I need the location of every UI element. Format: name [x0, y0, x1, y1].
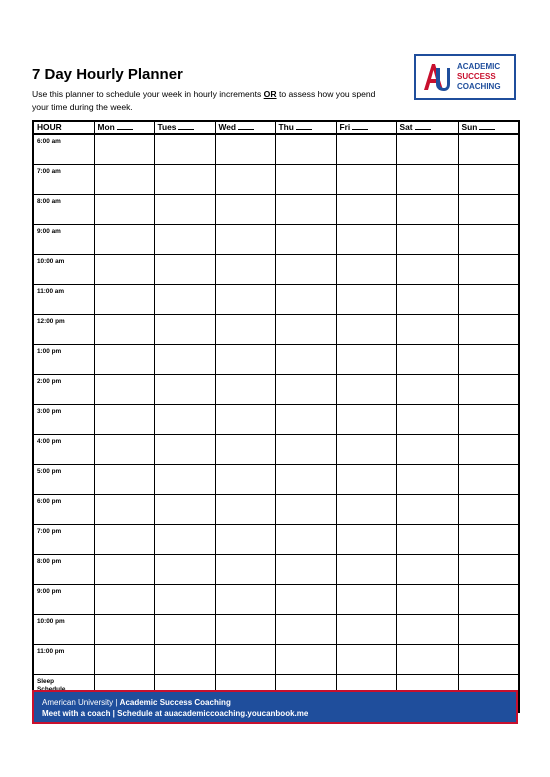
planner-cell[interactable]	[94, 345, 154, 375]
date-blank	[479, 122, 495, 130]
planner-cell[interactable]	[396, 255, 458, 285]
table-row	[33, 225, 519, 255]
planner-cell[interactable]	[336, 435, 396, 465]
planner-cell[interactable]	[215, 525, 275, 555]
footer-org: American University	[42, 698, 114, 707]
planner-cell[interactable]	[215, 465, 275, 495]
table-row	[33, 645, 519, 675]
table-row	[33, 134, 519, 165]
planner-cell[interactable]	[275, 134, 336, 165]
hour-label: 12:00 pm	[33, 315, 94, 345]
planner-cell[interactable]	[396, 375, 458, 405]
planner-cell[interactable]	[336, 195, 396, 225]
planner-cell[interactable]	[154, 585, 215, 615]
planner-cell[interactable]	[396, 195, 458, 225]
table-row	[33, 495, 519, 525]
planner-table	[32, 120, 520, 713]
planner-cell[interactable]	[458, 465, 519, 495]
planner-cell[interactable]	[94, 405, 154, 435]
planner-cell[interactable]	[94, 165, 154, 195]
planner-cell[interactable]	[154, 555, 215, 585]
planner-cell[interactable]	[94, 225, 154, 255]
planner-cell[interactable]	[154, 195, 215, 225]
planner-cell[interactable]	[154, 525, 215, 555]
planner-cell[interactable]	[215, 285, 275, 315]
logo-line-coaching: COACHING	[457, 82, 501, 91]
hour-label: 11:00 am	[33, 285, 94, 315]
footer-line-1	[42, 697, 516, 708]
planner-cell[interactable]	[215, 345, 275, 375]
planner-cell[interactable]	[154, 165, 215, 195]
planner-cell[interactable]	[396, 555, 458, 585]
planner-cell[interactable]	[336, 495, 396, 525]
planner-cell[interactable]	[458, 405, 519, 435]
planner-cell[interactable]	[458, 345, 519, 375]
hour-label: 10:00 pm	[33, 615, 94, 645]
table-row	[33, 165, 519, 195]
planner-cell[interactable]	[458, 134, 519, 165]
planner-cell[interactable]	[275, 165, 336, 195]
planner-cell[interactable]	[215, 585, 275, 615]
planner-cell[interactable]	[396, 495, 458, 525]
planner-cell[interactable]	[94, 435, 154, 465]
hour-label: 9:00 am	[33, 225, 94, 255]
planner-cell[interactable]	[94, 195, 154, 225]
planner-cell[interactable]	[458, 225, 519, 255]
planner-cell[interactable]	[336, 285, 396, 315]
footer-separator: |	[113, 698, 120, 707]
hour-label: 8:00 am	[33, 195, 94, 225]
planner-cell[interactable]	[215, 255, 275, 285]
planner-cell[interactable]	[336, 585, 396, 615]
planner-cell[interactable]	[336, 525, 396, 555]
table-row	[33, 405, 519, 435]
planner-cell[interactable]	[458, 645, 519, 675]
column-header-hour: HOUR	[33, 121, 94, 134]
planner-cell[interactable]	[94, 645, 154, 675]
planner-cell[interactable]	[215, 645, 275, 675]
hour-label: 7:00 am	[33, 165, 94, 195]
planner-cell[interactable]	[94, 375, 154, 405]
intro-text-emphasis: OR	[263, 89, 277, 99]
logo-line-success: SUCCESS	[457, 72, 496, 81]
planner-cell[interactable]	[275, 495, 336, 525]
planner-cell[interactable]	[275, 435, 336, 465]
planner-cell[interactable]	[154, 645, 215, 675]
planner-cell[interactable]	[396, 615, 458, 645]
planner-cell[interactable]	[154, 435, 215, 465]
planner-body	[33, 134, 519, 712]
table-row	[33, 195, 519, 225]
planner-cell[interactable]	[94, 255, 154, 285]
planner-cell[interactable]	[458, 435, 519, 465]
planner-cell[interactable]	[396, 525, 458, 555]
au-monogram-icon	[421, 60, 451, 94]
planner-cell[interactable]	[396, 585, 458, 615]
hour-label: 2:00 pm	[33, 375, 94, 405]
planner-cell[interactable]	[396, 345, 458, 375]
date-blank	[117, 122, 133, 130]
planner-cell[interactable]	[94, 495, 154, 525]
planner-cell[interactable]	[154, 285, 215, 315]
planner-cell[interactable]	[396, 465, 458, 495]
logo-wordmark	[457, 62, 501, 92]
academic-success-coaching-logo	[414, 54, 516, 100]
planner-cell[interactable]	[94, 134, 154, 165]
planner-cell[interactable]	[154, 615, 215, 645]
planner-cell[interactable]	[336, 615, 396, 645]
planner-cell[interactable]	[275, 465, 336, 495]
planner-cell[interactable]	[275, 225, 336, 255]
planner-cell[interactable]	[215, 435, 275, 465]
planner-cell[interactable]	[336, 225, 396, 255]
date-blank	[238, 122, 254, 130]
date-blank	[352, 122, 368, 130]
planner-cell[interactable]	[94, 585, 154, 615]
date-blank	[296, 122, 312, 130]
planner-cell[interactable]	[458, 375, 519, 405]
planner-cell[interactable]	[215, 195, 275, 225]
planner-cell[interactable]	[336, 134, 396, 165]
table-row	[33, 315, 519, 345]
planner-cell[interactable]	[215, 375, 275, 405]
planner-cell[interactable]	[215, 615, 275, 645]
planner-cell[interactable]	[215, 134, 275, 165]
logo-line-academic: ACADEMIC	[457, 62, 501, 71]
planner-cell[interactable]	[458, 615, 519, 645]
planner-cell[interactable]	[275, 615, 336, 645]
column-header-wed: Wed	[215, 121, 275, 134]
planner-cell[interactable]	[154, 465, 215, 495]
planner-cell[interactable]	[94, 555, 154, 585]
date-blank	[178, 122, 194, 130]
intro-text-after: to assess how you spend your time during the week.	[32, 89, 376, 112]
footer-program: Academic Success Coaching	[119, 698, 231, 707]
column-header-mon: Mon	[94, 121, 154, 134]
hour-label: 7:00 pm	[33, 525, 94, 555]
hour-label: 4:00 pm	[33, 435, 94, 465]
planner-cell[interactable]	[94, 315, 154, 345]
planner-cell[interactable]	[336, 315, 396, 345]
planner-cell[interactable]	[275, 255, 336, 285]
footer-line-2: Meet with a coach | Schedule at auacademiccoaching.youcanbook.me	[42, 709, 309, 718]
planner-cell[interactable]	[275, 405, 336, 435]
planner-cell[interactable]	[458, 585, 519, 615]
hour-label: 10:00 am	[33, 255, 94, 285]
table-row	[33, 555, 519, 585]
column-header-tues: Tues	[154, 121, 215, 134]
intro-text	[32, 88, 392, 114]
planner-cell[interactable]	[458, 255, 519, 285]
planner-cell[interactable]	[396, 645, 458, 675]
header-row	[33, 121, 519, 134]
table-row	[33, 255, 519, 285]
date-blank	[415, 122, 431, 130]
planner-cell[interactable]	[396, 165, 458, 195]
planner-cell[interactable]	[336, 645, 396, 675]
planner-cell[interactable]	[458, 195, 519, 225]
planner-cell[interactable]	[336, 555, 396, 585]
column-header-sun: Sun	[458, 121, 519, 134]
planner-cell[interactable]	[215, 165, 275, 195]
hour-label: 5:00 pm	[33, 465, 94, 495]
planner-cell[interactable]	[396, 225, 458, 255]
planner-cell[interactable]	[396, 134, 458, 165]
page-title: 7 Day Hourly Planner	[32, 66, 183, 83]
planner-cell[interactable]	[215, 315, 275, 345]
planner-cell[interactable]	[336, 255, 396, 285]
planner-cell[interactable]	[154, 315, 215, 345]
hour-label: 9:00 pm	[33, 585, 94, 615]
planner-cell[interactable]	[275, 195, 336, 225]
planner-cell[interactable]	[154, 255, 215, 285]
planner-cell[interactable]	[396, 285, 458, 315]
planner-cell[interactable]	[275, 345, 336, 375]
hour-label: 6:00 pm	[33, 495, 94, 525]
planner-cell[interactable]	[154, 345, 215, 375]
table-row	[33, 525, 519, 555]
planner-cell[interactable]	[215, 555, 275, 585]
planner-cell[interactable]	[458, 285, 519, 315]
planner-cell[interactable]	[458, 495, 519, 525]
planner-cell[interactable]	[94, 465, 154, 495]
planner-cell[interactable]	[154, 225, 215, 255]
planner-cell[interactable]	[458, 555, 519, 585]
planner-cell[interactable]	[458, 315, 519, 345]
planner-cell[interactable]	[458, 165, 519, 195]
sleep-schedule-label-line: Sleep	[37, 678, 55, 685]
planner-cell[interactable]	[275, 555, 336, 585]
hour-label: 11:00 pm	[33, 645, 94, 675]
table-row	[33, 375, 519, 405]
planner-cell[interactable]	[94, 525, 154, 555]
planner-cell[interactable]	[275, 525, 336, 555]
planner-cell[interactable]	[336, 375, 396, 405]
planner-cell[interactable]	[215, 495, 275, 525]
planner-cell[interactable]	[336, 405, 396, 435]
footer-banner	[32, 690, 518, 724]
hour-label: 8:00 pm	[33, 555, 94, 585]
planner-cell[interactable]	[154, 495, 215, 525]
table-row	[33, 585, 519, 615]
planner-cell[interactable]	[275, 375, 336, 405]
planner-cell[interactable]	[154, 134, 215, 165]
planner-cell[interactable]	[275, 315, 336, 345]
hour-label: 3:00 pm	[33, 405, 94, 435]
planner-cell[interactable]	[154, 375, 215, 405]
planner-cell[interactable]	[215, 405, 275, 435]
hour-label: 1:00 pm	[33, 345, 94, 375]
planner-cell[interactable]	[275, 285, 336, 315]
hour-label: 6:00 am	[33, 134, 94, 165]
planner-cell[interactable]	[336, 165, 396, 195]
table-row	[33, 345, 519, 375]
planner-cell[interactable]	[396, 435, 458, 465]
intro-text-before: Use this planner to schedule your week in hourly increments	[32, 89, 264, 99]
table-row	[33, 465, 519, 495]
planner-cell[interactable]	[396, 315, 458, 345]
table-row	[33, 435, 519, 465]
planner-cell[interactable]	[215, 225, 275, 255]
table-row	[33, 285, 519, 315]
planner-cell[interactable]	[275, 585, 336, 615]
planner-cell[interactable]	[336, 345, 396, 375]
planner-cell[interactable]	[275, 645, 336, 675]
column-header-fri: Fri	[336, 121, 396, 134]
planner-cell[interactable]	[458, 525, 519, 555]
planner-cell[interactable]	[94, 615, 154, 645]
planner-cell[interactable]	[336, 465, 396, 495]
planner-cell[interactable]	[396, 405, 458, 435]
column-header-thu: Thu	[275, 121, 336, 134]
planner-cell[interactable]	[154, 405, 215, 435]
column-header-sat: Sat	[396, 121, 458, 134]
planner-cell[interactable]	[94, 285, 154, 315]
table-row	[33, 615, 519, 645]
